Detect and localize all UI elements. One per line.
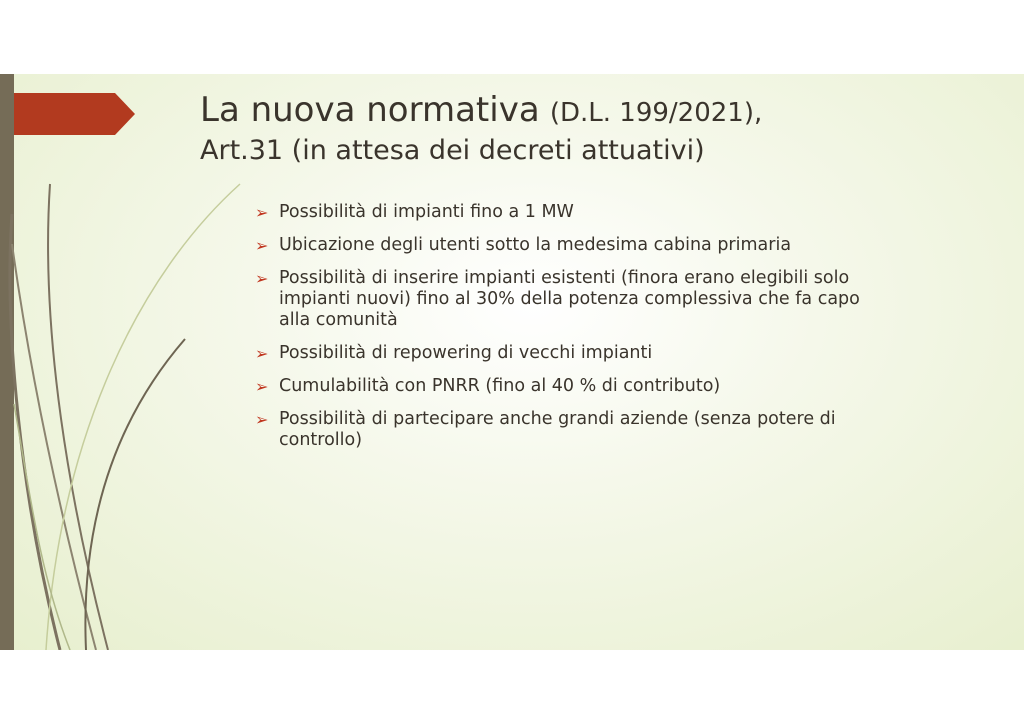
bullet-text: Possibilità di repowering di vecchi impianti [279,343,653,363]
arrow-bullet-icon: ➢ [255,236,269,255]
bullet-item [255,268,895,331]
bullet-text: Cumulabilità con PNRR (fino al 40 % di contributo) [279,376,721,396]
arrow-bullet-icon: ➢ [255,377,269,396]
arrow-bullet-icon: ➢ [255,269,269,288]
bullet-text: Possibilità di inserire impianti esistenti (finora erano elegibili solo impianti nuovi) fino al 30% della potenza complessiva che fa capo alla comunità [279,268,860,330]
bullet-list [255,202,895,463]
arrow-bullet-icon: ➢ [255,410,269,429]
bullet-item [255,376,895,397]
bullet-item [255,343,895,364]
arrow-bullet-icon: ➢ [255,203,269,222]
accent-arrow-tab [14,93,135,135]
bullet-item [255,202,895,223]
slide-title [200,91,1000,167]
bullet-item [255,235,895,256]
title-reference: (D.L. 199/2021), [549,98,763,128]
title-line-2: Art.31 (in attesa dei decreti attuativi) [200,135,705,167]
bullet-item [255,409,895,451]
bullet-text: Possibilità di impianti fino a 1 MW [279,202,574,222]
arrow-bullet-icon: ➢ [255,344,269,363]
bullet-text: Possibilità di partecipare anche grandi aziende (senza potere di controllo) [279,409,836,450]
title-main: La nuova normativa [200,90,540,130]
bullet-text: Ubicazione degli utenti sotto la medesima cabina primaria [279,235,792,255]
slide [0,74,1024,650]
